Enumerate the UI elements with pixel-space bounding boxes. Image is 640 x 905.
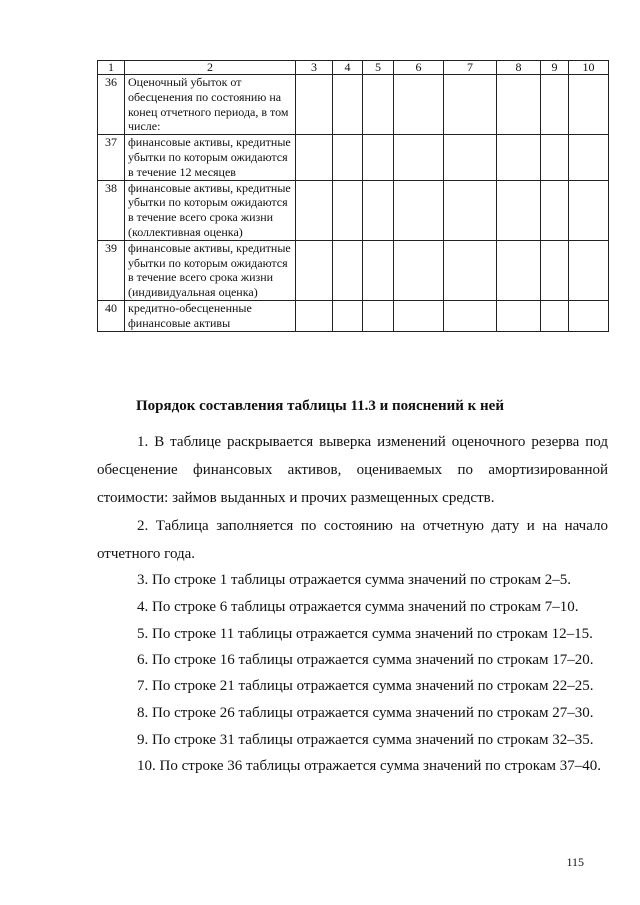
table-cell [296,180,333,240]
table-cell [394,240,444,300]
column-header: 10 [569,61,609,75]
row-label: финансовые активы, кредитные убытки по которым ожидаются в течение 12 месяцев [125,135,296,180]
table-cell [394,135,444,180]
table-cell [394,75,444,135]
row-number: 36 [98,75,125,135]
row-number: 40 [98,300,125,331]
column-header: 6 [394,61,444,75]
table-cell [444,180,497,240]
table-row [98,135,609,180]
column-header: 3 [296,61,333,75]
row-label: Оценочный убыток от обесценения по состоянию на конец отчетного периода, в том числе: [125,75,296,135]
table-cell [363,300,394,331]
paragraph: 6. По строке 16 таблицы отражается сумма значений по строкам 17–20. [137,652,594,668]
table-row [98,180,609,240]
column-header: 8 [497,61,541,75]
table-cell [363,135,394,180]
table-cell [333,180,363,240]
row-number: 37 [98,135,125,180]
table-cell [296,240,333,300]
table-cell [296,75,333,135]
table-cell [541,240,569,300]
column-header: 2 [125,61,296,75]
data-table [97,60,609,332]
table-cell [444,240,497,300]
table-cell [363,180,394,240]
table-cell [541,180,569,240]
paragraph: 3. По строке 1 таблицы отражается сумма значений по строкам 2–5. [137,572,571,588]
paragraph: 8. По строке 26 таблицы отражается сумма значений по строкам 27–30. [137,705,594,721]
row-number: 38 [98,180,125,240]
column-header: 1 [98,61,125,75]
table-cell [569,300,609,331]
column-header: 4 [333,61,363,75]
table-cell [444,300,497,331]
table-cell [444,75,497,135]
table-cell [497,135,541,180]
table-cell [394,180,444,240]
column-header: 9 [541,61,569,75]
table-cell [541,300,569,331]
paragraph: 5. По строке 11 таблицы отражается сумма значений по строкам 12–15. [137,626,593,642]
table-row [98,75,609,135]
table-header-row [98,61,609,75]
table-cell [569,135,609,180]
section-heading: Порядок составления таблицы 11.3 и пояснений к ней [136,398,504,414]
row-number: 39 [98,240,125,300]
table-cell [569,180,609,240]
paragraph: 4. По строке 6 таблицы отражается сумма значений по строкам 7–10. [137,599,579,615]
row-label: кредитно-обесцененные финансовые активы [125,300,296,331]
paragraph: 1. В таблице раскрывается выверка изменений оценочного резерва под обесценение финансовых активов, оцениваемых по амортизированной стоимости: займов выданных и прочих размещенных средств. [97,434,608,506]
table-cell [497,240,541,300]
table-cell [363,240,394,300]
table-cell [333,240,363,300]
row-label: финансовые активы, кредитные убытки по которым ожидаются в течение всего срока жизни (индивидуальная оценка) [125,240,296,300]
column-header: 7 [444,61,497,75]
table-cell [333,135,363,180]
page-number: 115 [566,855,584,869]
table-cell [363,75,394,135]
table-row [98,240,609,300]
table-cell [497,180,541,240]
table-cell [296,300,333,331]
paragraph: 10. По строке 36 таблицы отражается сумма значений по строкам 37–40. [137,758,601,774]
table-cell [394,300,444,331]
paragraph: 2. Таблица заполняется по состоянию на отчетную дату и на начало отчетного года. [97,518,608,562]
paragraph: 9. По строке 31 таблицы отражается сумма значений по строкам 32–35. [137,732,594,748]
table-cell [444,135,497,180]
table-cell [296,135,333,180]
row-label: финансовые активы, кредитные убытки по которым ожидаются в течение всего срока жизни (коллективная оценка) [125,180,296,240]
table-cell [333,300,363,331]
table-cell [497,75,541,135]
table-row [98,300,609,331]
table-cell [541,75,569,135]
table-cell [569,75,609,135]
table-cell [541,135,569,180]
column-header: 5 [363,61,394,75]
table-cell [333,75,363,135]
table-cell [497,300,541,331]
paragraph: 7. По строке 21 таблицы отражается сумма значений по строкам 22–25. [137,678,594,694]
table-cell [569,240,609,300]
